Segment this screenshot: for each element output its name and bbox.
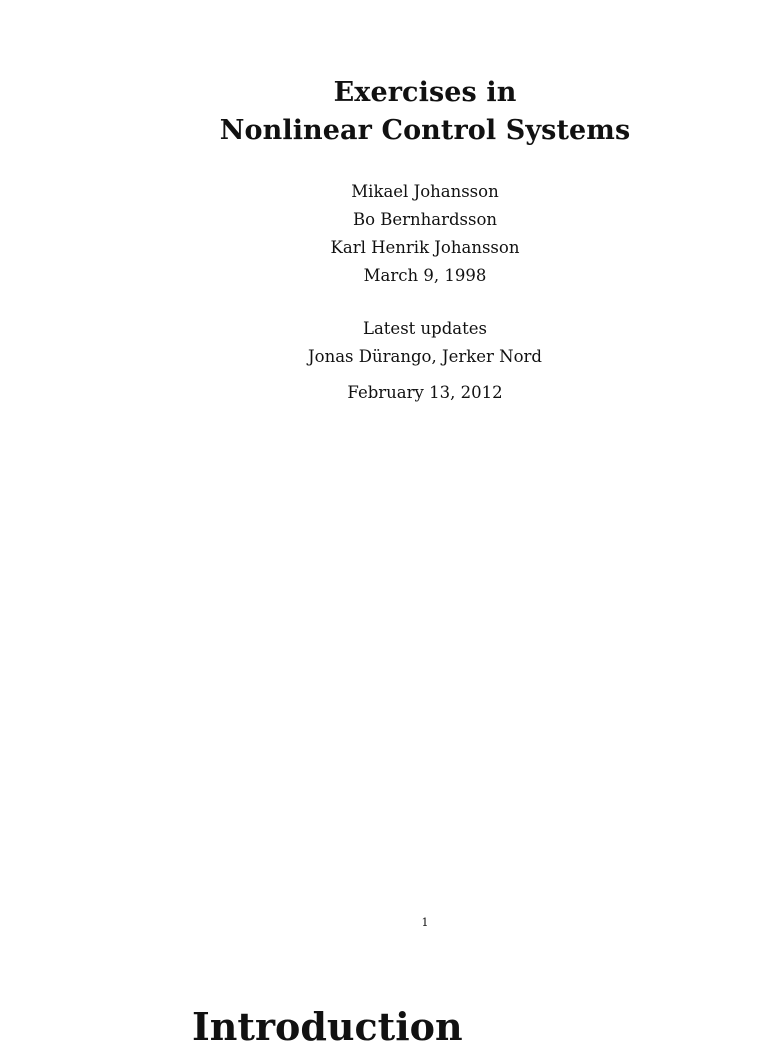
document-date: March 9, 1998 (363, 266, 487, 285)
updates-date: February 13, 2012 (347, 383, 503, 402)
author-3: Karl Henrik Johansson (330, 238, 520, 257)
updates-label: Latest updates (363, 319, 487, 338)
author-2: Bo Bernhardsson (352, 210, 498, 229)
next-page-heading: Introduction (192, 1004, 463, 1049)
author-1: Mikael Johansson (351, 182, 499, 201)
document-title (0, 74, 768, 150)
updates-authors: Jonas Dürango, Jerker Nord (308, 347, 542, 366)
title-line-1: Exercises in (333, 77, 517, 108)
title-line-2: Nonlinear Control Systems (219, 115, 631, 146)
page-number: 1 (421, 916, 429, 929)
